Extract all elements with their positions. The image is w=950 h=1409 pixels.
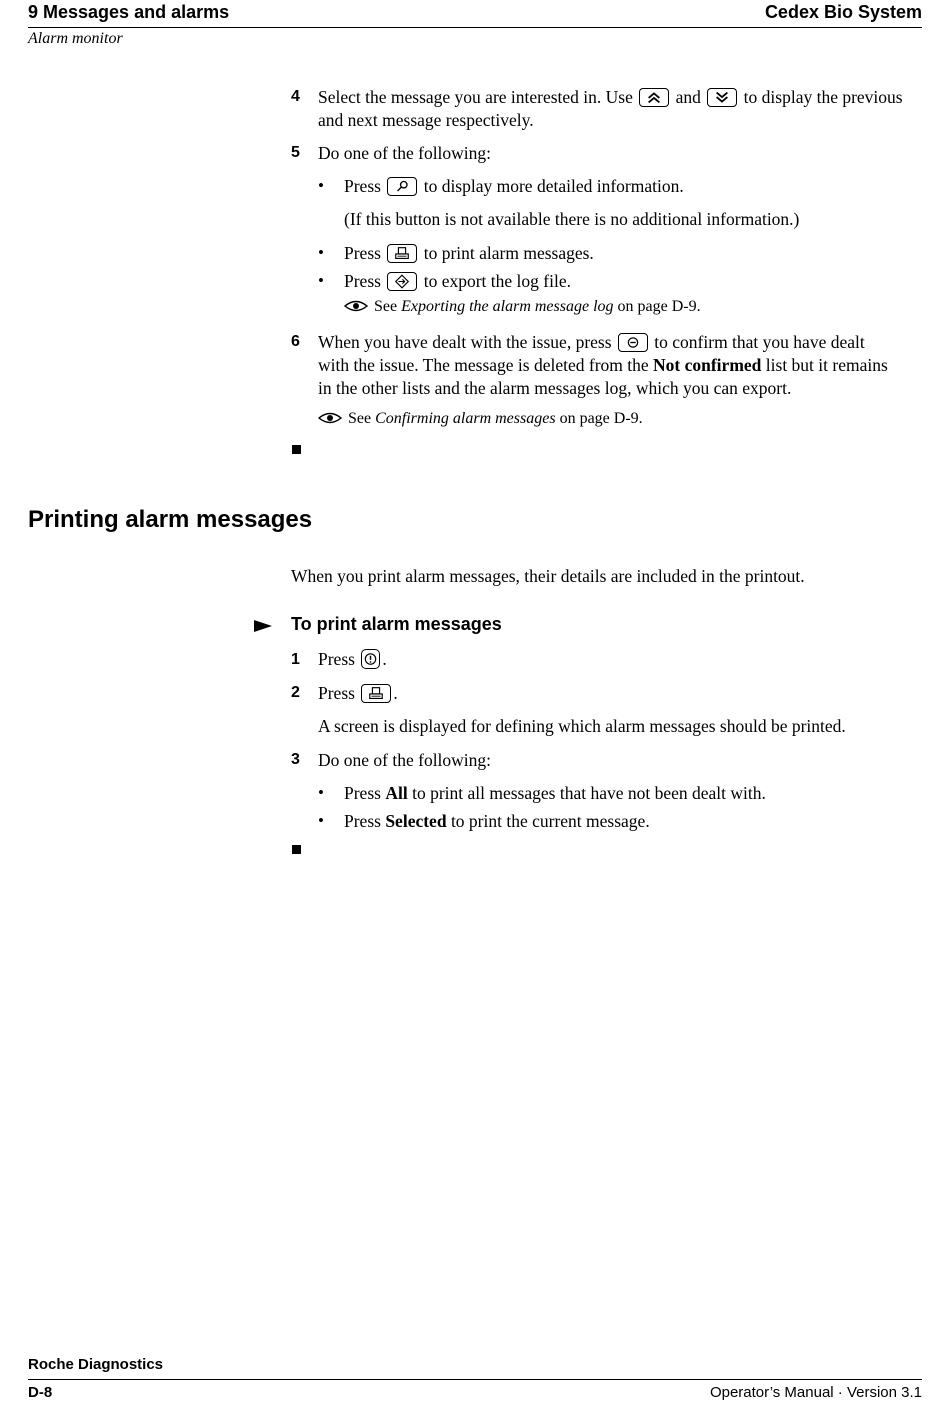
bullet: • (318, 243, 324, 262)
section-subtitle: Alarm monitor (28, 30, 123, 47)
cross-reference: See Exporting the alarm message log on page D-9. (344, 298, 701, 316)
end-of-procedure-mark (292, 845, 301, 854)
procedure-title: To print alarm messages (291, 614, 502, 634)
print-option-all: Press All to print all messages that have not been dealt with. (344, 783, 766, 803)
print-step-2-note: A screen is displayed for defining which alarm messages should be printed. (318, 716, 846, 736)
step-5-text: Do one of the following: (318, 143, 492, 163)
step-number: 2 (291, 684, 300, 701)
bullet: • (318, 176, 324, 195)
step-number: 3 (291, 751, 300, 768)
bullet-details-note: (If this button is not available there is no additional information.) (344, 209, 800, 229)
print-step-1-text: Press . (318, 649, 387, 669)
confirm-icon (618, 333, 648, 352)
bullet: • (318, 811, 324, 830)
step-4-text: Select the message you are interested in. Use and to display the previous and next message respectively. (318, 87, 903, 130)
bullet-export-text: Press to export the log file. (344, 271, 571, 291)
previous-message-icon (639, 88, 669, 107)
print-option-selected: Press Selected to print the current message. (344, 811, 650, 831)
printer-icon (387, 244, 417, 263)
company-name: Roche Diagnostics (28, 1356, 164, 1373)
bullet: • (318, 783, 324, 802)
cross-reference: See Confirming alarm messages on page D-9. (318, 410, 643, 428)
header-divider (28, 27, 922, 28)
step-number: 5 (291, 144, 300, 161)
section-heading: Printing alarm messages (28, 506, 313, 533)
next-message-icon (707, 88, 737, 107)
eye-icon (344, 299, 368, 313)
eye-icon (318, 411, 342, 425)
step-number: 6 (291, 333, 300, 350)
bullet-details-text: Press to display more detailed information. (344, 176, 684, 196)
product-name: Cedex Bio System (764, 2, 922, 22)
cross-reference-link[interactable]: Exporting the alarm message log (401, 298, 614, 315)
bullet: • (318, 271, 324, 290)
magnifier-icon (387, 177, 417, 196)
step-6-text: When you have dealt with the issue, press to confirm that you have dealt with the issue. The message is deleted from the Not confirmed list but it remains in the other lists and the alarm messages log, which you can export. (318, 332, 888, 398)
end-of-procedure-mark (292, 445, 301, 454)
step-number: 1 (291, 651, 300, 668)
page-number: D-8 (28, 1384, 53, 1401)
export-icon (387, 272, 417, 291)
print-step-2-text: Press . (318, 683, 398, 703)
footer-divider (28, 1379, 922, 1380)
print-step-3-text: Do one of the following: (318, 750, 492, 770)
alarm-monitor-icon (361, 649, 380, 669)
manual-version: Operator’s Manual · Version 3.1 (709, 1384, 922, 1401)
cross-reference-link[interactable]: Confirming alarm messages (375, 410, 556, 427)
printer-icon (361, 684, 391, 703)
procedure-arrow-icon (253, 619, 273, 633)
bullet-print-text: Press to print alarm messages. (344, 243, 594, 263)
chapter-title: 9 Messages and alarms (28, 2, 230, 22)
section-intro: When you print alarm messages, their details are included in the printout. (291, 566, 805, 586)
step-number: 4 (291, 88, 300, 105)
